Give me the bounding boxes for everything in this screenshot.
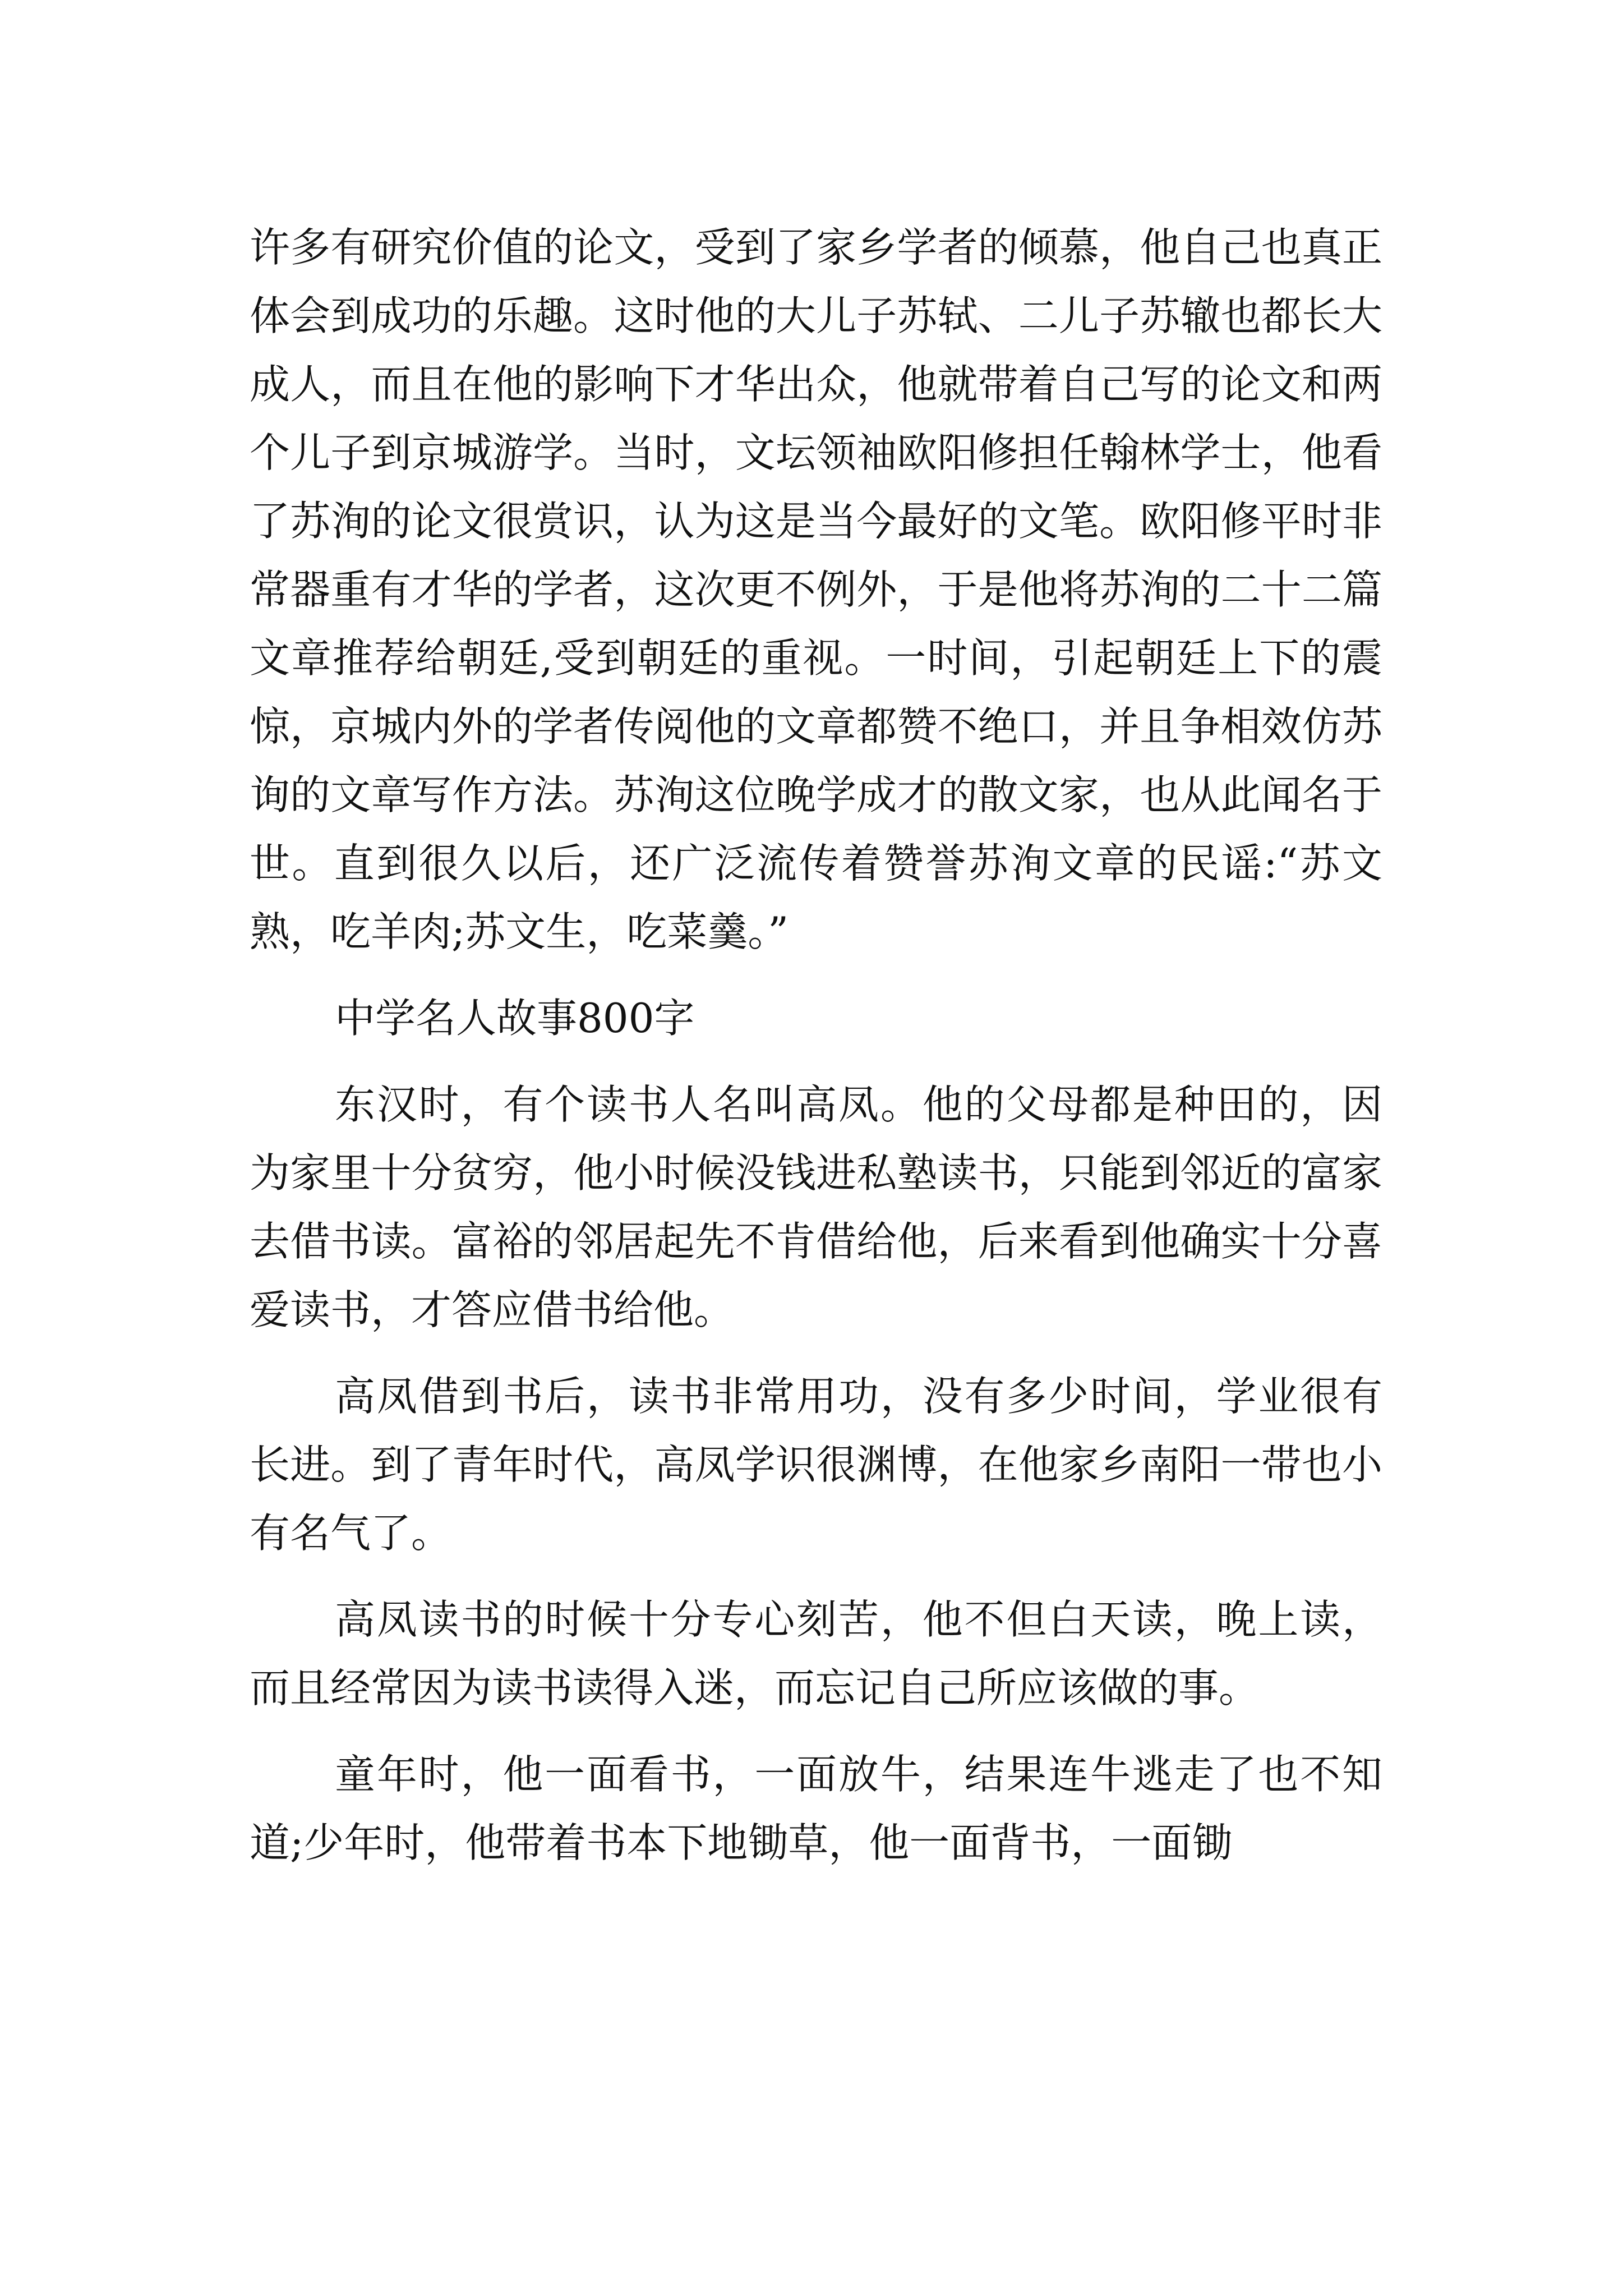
body-text <box>250 213 1382 1877</box>
paragraph: 高凤读书的时候十分专心刻苦，他不但白天读，晚上读，而且经常因为读书读得入迷，而忘记自己所应该做的事。 <box>250 1596 1382 1711</box>
paragraph-continued: 许多有研究价值的论文，受到了家乡学者的倾慕，他自己也真正体会到成功的乐趣。这时他的大儿子苏轼、二儿子苏辙也都长大成人，而且在他的影响下才华出众，他就带着自己写的论文和两个儿子到京城游学。当时，文坛领袖欧阳修担任翰林学士，他看了苏洵的论文很赏识，认为这是当今最好的文笔。欧阳修平时非常器重有才华的学者，这次更不例外，于是他将苏洵的二十二篇文章推荐给朝廷,受到朝廷的重视。一时间，引起朝廷上下的震惊，京城内外的学者传阅他的文章都赞不绝口，并且争相效仿苏询的文章写作方法。苏洵这位晚学成才的散文家，也从此闻名于世。直到很久以后，还广泛流传着赞誉苏洵文章的民谣:“苏文熟，吃羊肉;苏文生，吃菜羹。” <box>250 224 1382 955</box>
paragraph: 高凤借到书后，读书非常用功，没有多少时间，学业很有长进。到了青年时代，高凤学识很渊博，在他家乡南阳一带也小有名气了。 <box>250 1373 1382 1557</box>
paragraph: 东汉时，有个读书人名叫高凤。他的父母都是种田的，因为家里十分贫穷，他小时候没钱进私塾读书，只能到邻近的富家去借书读。富裕的邻居起先不肯借给他，后来看到他确实十分喜爱读书，才答应借书给他。 <box>250 1081 1382 1333</box>
paragraph: 童年时，他一面看书，一面放牛，结果连牛逃走了也不知道;少年时，他带着书本下地锄草，他一面背书，一面锄 <box>250 1751 1382 1866</box>
section-heading: 中学名人故事800字 <box>335 995 695 1042</box>
